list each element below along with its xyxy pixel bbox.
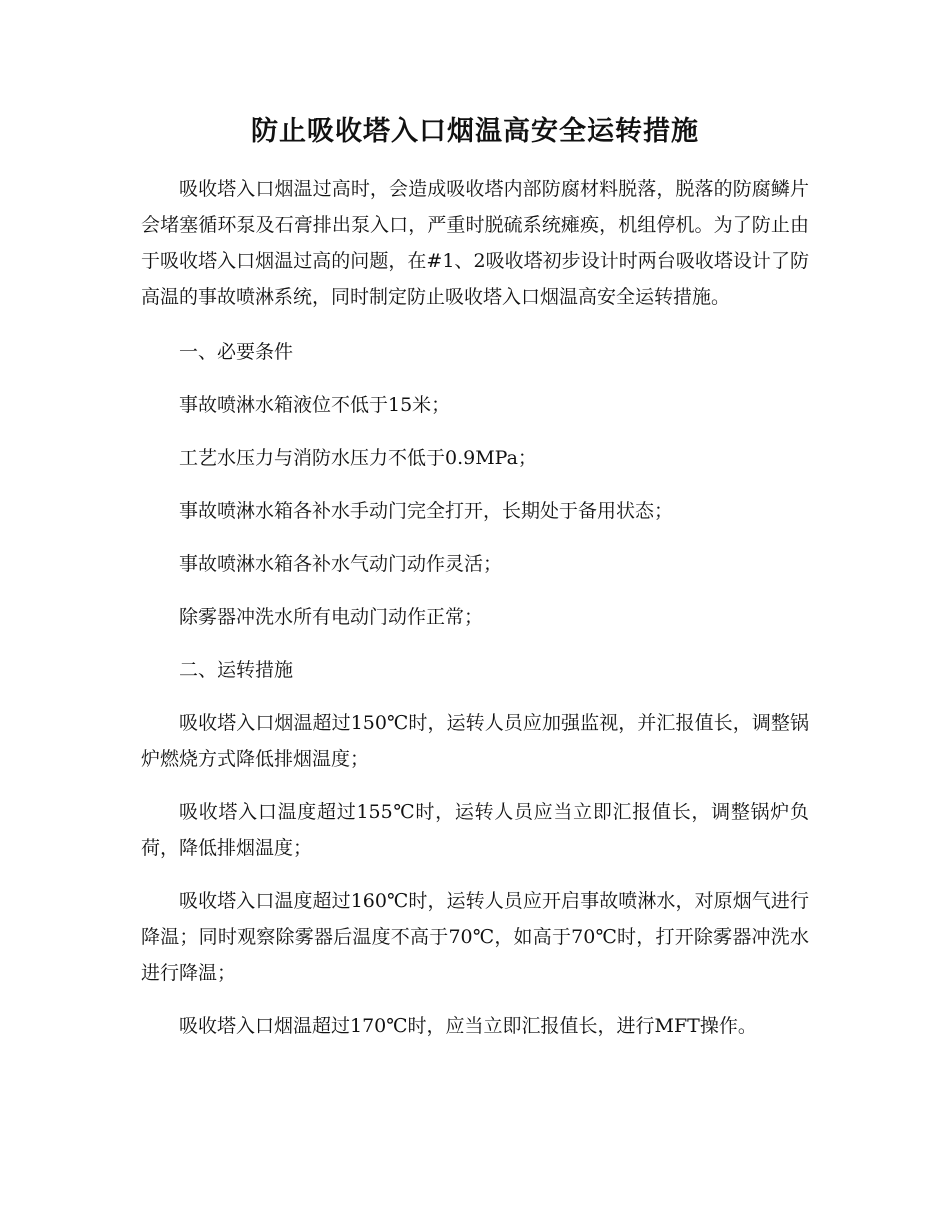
requirement-item: 事故喷淋水箱各补水手动门完全打开，长期处于备用状态； <box>179 500 674 522</box>
measure-paragraph: 吸收塔入口温度超过155℃时，运转人员应当立即汇报值长，调整锅炉负荷，降低排烟温度； <box>141 801 809 859</box>
measure-paragraph: 吸收塔入口温度超过160℃时，运转人员应开启事故喷淋水，对原烟气进行降温；同时观察除雾器后温度不高于70℃，如高于70℃时，打开除雾器冲洗水进行降温； <box>141 890 809 984</box>
intro-paragraph: 吸收塔入口烟温过高时，会造成吸收塔内部防腐材料脱落，脱落的防腐鳞片会堵塞循环泵及石膏排出泵入口，严重时脱硫系统瘫痪，机组停机。为了防止由于吸收塔入口烟温过高的问题，在#1、2吸收塔初步设计时两台吸收塔设计了防高温的事故喷淋系统，同时制定防止吸收塔入口烟温高安全运转措施。 <box>141 178 809 308</box>
document-page <box>141 110 809 1044</box>
requirement-item: 除雾器冲洗水所有电动门动作正常； <box>179 606 484 628</box>
section-heading-measures: 二、运转措施 <box>179 659 294 681</box>
section-heading-requirements: 一、必要条件 <box>179 341 294 363</box>
measure-paragraph: 吸收塔入口烟温超过150℃时，运转人员应加强监视，并汇报值长，调整锅炉燃烧方式降低排烟温度； <box>141 712 809 770</box>
requirement-item: 事故喷淋水箱各补水气动门动作灵活； <box>179 553 503 575</box>
document-title: 防止吸收塔入口烟温高安全运转措施 <box>251 116 699 147</box>
requirement-item: 事故喷淋水箱液位不低于15米； <box>179 394 451 416</box>
measure-paragraph: 吸收塔入口烟温超过170℃时，应当立即汇报值长，进行MFT操作。 <box>179 1015 757 1037</box>
requirement-item: 工艺水压力与消防水压力不低于0.9MPa； <box>179 447 537 469</box>
